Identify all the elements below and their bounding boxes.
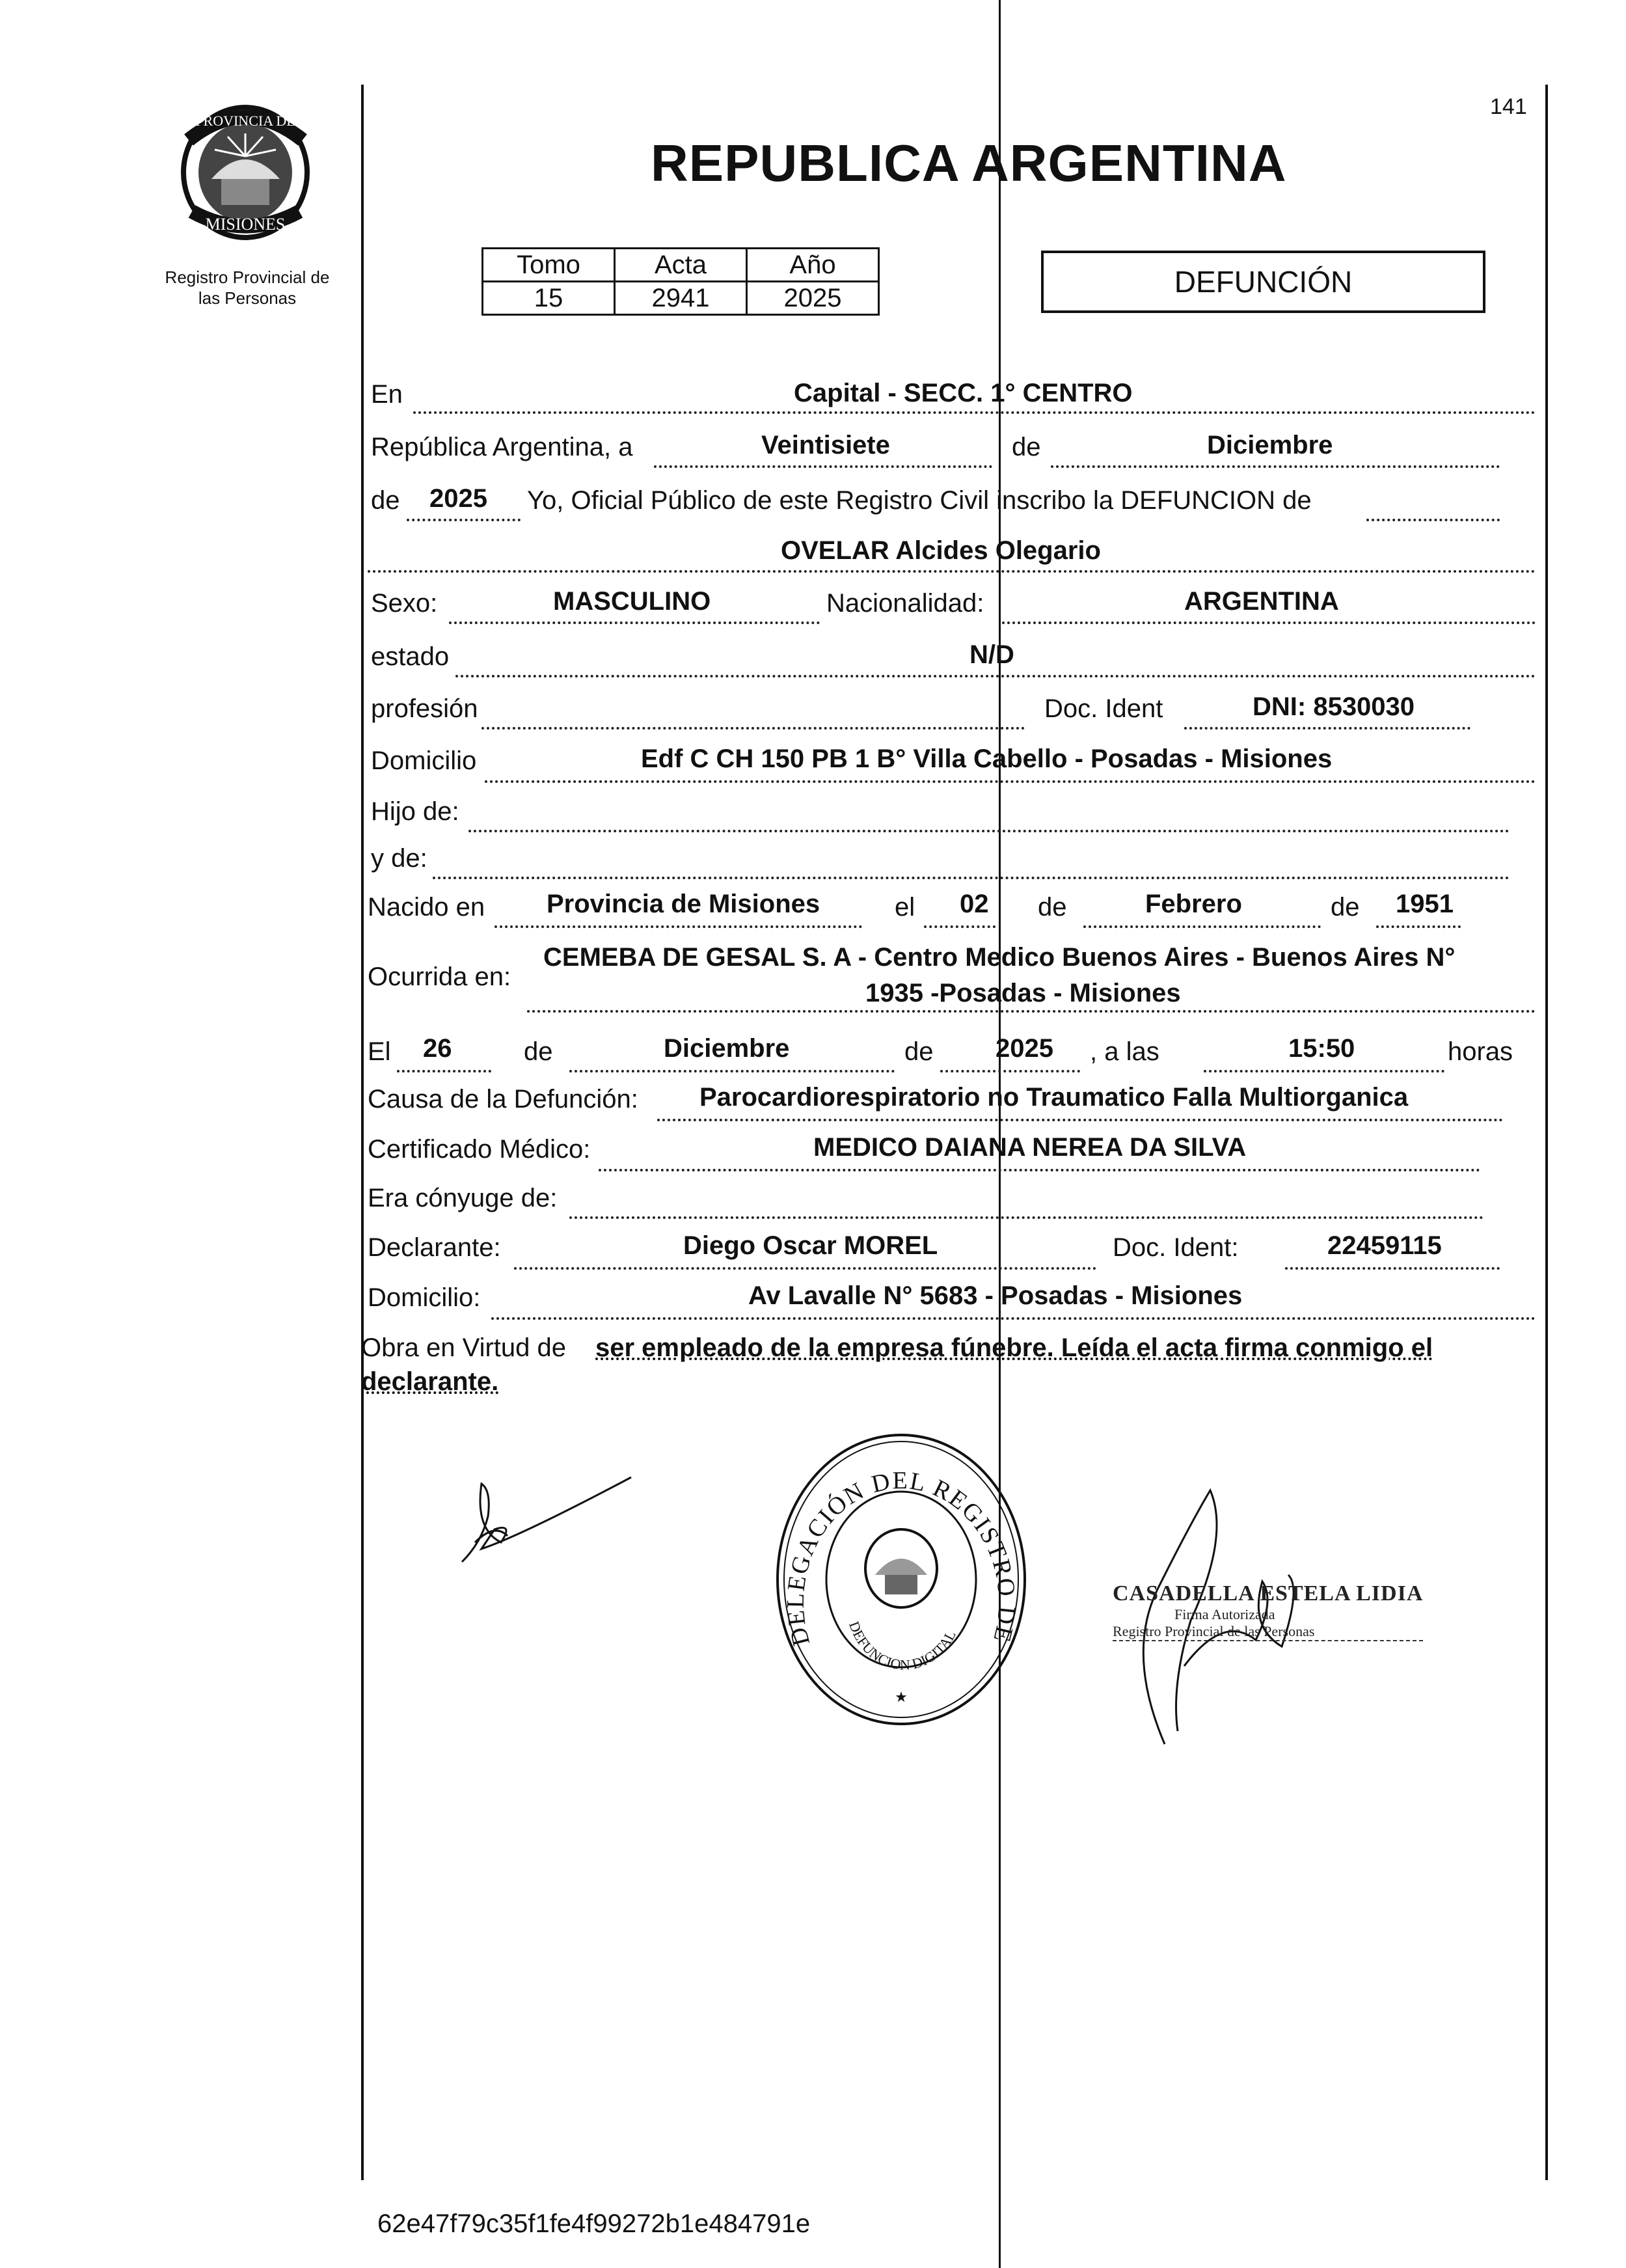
official-role: Firma Autorizada <box>1174 1606 1275 1622</box>
official-office: Registro Provincial de las Personas <box>1113 1623 1423 1641</box>
declarant-signature <box>442 1464 638 1568</box>
sexo-line <box>449 622 820 624</box>
de2-label: de <box>371 486 400 515</box>
en-value: Capital - SECC. 1° CENTRO <box>794 379 1133 407</box>
month-value: Diciembre <box>1207 431 1333 459</box>
doc2-label: Doc. Ident: <box>1113 1233 1239 1262</box>
de6-label: de <box>904 1037 934 1066</box>
header-acta: Acta <box>615 249 747 282</box>
registry-caption <box>140 267 355 308</box>
header-tomo: Tomo <box>483 249 615 282</box>
obra-label: Obra en Virtud de <box>361 1333 567 1362</box>
el2-label: El <box>368 1037 391 1066</box>
day-value: Veintisiete <box>761 431 890 459</box>
estado-line <box>455 675 1536 677</box>
svg-text:PROVINCIA DE: PROVINCIA DE <box>195 113 295 129</box>
value-tomo: 15 <box>483 282 615 315</box>
declarante-value: Diego Oscar MOREL <box>683 1231 938 1260</box>
year-line <box>407 519 521 521</box>
domicilio2-line <box>491 1317 1536 1320</box>
yde-line <box>433 877 1510 879</box>
estado-label: estado <box>371 642 450 671</box>
doc2-line <box>1285 1267 1500 1270</box>
sexo-value: MASCULINO <box>553 587 711 616</box>
obra-value-1: ser empleado de la empresa fúnebre. Leída el acta firma conmigo el <box>595 1333 1433 1362</box>
profesion-label: profesión <box>371 694 478 723</box>
page-title: REPUBLICA ARGENTINA <box>651 134 1287 192</box>
hijo-line <box>468 830 1510 832</box>
doc2-value: 22459115 <box>1327 1231 1442 1260</box>
cert-line <box>599 1169 1480 1171</box>
ocurrida-value-2: 1935 -Posadas - Misiones <box>865 979 1181 1007</box>
doc-line <box>1184 727 1470 730</box>
domicilio2-value: Av Lavalle N° 5683 - Posadas - Misiones <box>748 1281 1243 1310</box>
registry-line-2: las Personas <box>198 288 297 308</box>
document-type-label: DEFUNCIÓN <box>1174 265 1353 299</box>
province-logo <box>176 101 316 241</box>
day-line <box>654 465 992 468</box>
domicilio-value: Edf C CH 150 PB 1 B° Villa Cabello - Posadas - Misiones <box>641 745 1333 773</box>
death-day-line <box>397 1070 491 1073</box>
estado-value: N/D <box>969 640 1014 669</box>
domicilio-line <box>485 780 1536 783</box>
death-day: 26 <box>423 1034 452 1063</box>
causa-label: Causa de la Defunción: <box>368 1085 638 1114</box>
en-line <box>413 411 1536 414</box>
domicilio-label: Domicilio <box>371 746 477 775</box>
nacido-line <box>495 925 862 928</box>
oficial-line <box>1366 519 1500 521</box>
nacido-label: Nacido en <box>368 893 485 922</box>
de4-label: de <box>1331 893 1360 922</box>
death-month-line <box>569 1070 895 1073</box>
nacionalidad-label: Nacionalidad: <box>826 589 984 618</box>
birth-year-line <box>1376 925 1461 928</box>
hijo-label: Hijo de: <box>371 797 459 826</box>
alas-label: , a las <box>1090 1037 1159 1066</box>
causa-line <box>657 1119 1503 1121</box>
official-stamp <box>1113 1581 1423 1641</box>
conyuge-line <box>569 1216 1484 1219</box>
header-anio: Año <box>747 249 879 282</box>
causa-value: Parocardiorespiratorio no Traumatico Falla Multiorganica <box>699 1083 1409 1112</box>
svg-text:★: ★ <box>895 1689 908 1705</box>
value-anio: 2025 <box>747 282 879 315</box>
cert-label: Certificado Médico: <box>368 1135 591 1164</box>
record-table <box>481 247 880 316</box>
birth-day-line <box>924 925 996 928</box>
death-time-line <box>1204 1070 1444 1073</box>
month-line <box>1051 465 1500 468</box>
oficial-text: Yo, Oficial Público de este Registro Civil inscribo la DEFUNCION de <box>527 486 1312 515</box>
value-acta: 2941 <box>615 282 747 315</box>
page-number: 141 <box>1490 94 1527 119</box>
nacionalidad-value: ARGENTINA <box>1184 587 1339 616</box>
left-margin-rule <box>361 85 364 2180</box>
horas-label: horas <box>1448 1037 1513 1066</box>
name-line <box>368 570 1536 573</box>
profesion-line <box>481 727 1025 730</box>
deceased-name: OVELAR Alcides Olegario <box>781 536 1101 565</box>
svg-text:DELEGACIÓN DEL REGISTRO DE LAS <box>771 1428 1020 1648</box>
conyuge-label: Era cónyuge de: <box>368 1184 558 1212</box>
ocurrida-line <box>527 1010 1536 1013</box>
svg-text:MISIONES: MISIONES <box>205 215 286 234</box>
yde-label: y de: <box>371 844 427 873</box>
nacionalidad-line <box>1002 622 1536 624</box>
birth-month-line <box>1083 925 1321 928</box>
en-label: En <box>371 380 403 409</box>
doc-label: Doc. Ident <box>1044 694 1163 723</box>
death-year-line <box>940 1070 1080 1073</box>
cert-value: MEDICO DAIANA NEREA DA SILVA <box>813 1133 1247 1162</box>
declarante-line <box>514 1267 1096 1270</box>
obra-value-2: declarante. <box>361 1367 499 1396</box>
ocurrida-value-1: CEMEBA DE GESAL S. A - Centro Medico Buenos Aires - Buenos Aires N° <box>543 943 1456 972</box>
sexo-label: Sexo: <box>371 589 438 618</box>
death-time: 15:50 <box>1288 1034 1355 1063</box>
registry-line-1: Registro Provincial de <box>165 267 330 287</box>
birth-year: 1951 <box>1396 890 1454 918</box>
el-label: el <box>895 893 915 922</box>
nacido-value: Provincia de Misiones <box>547 890 820 918</box>
year-value: 2025 <box>429 484 487 513</box>
ocurrida-label: Ocurrida en: <box>368 963 511 991</box>
birth-day: 02 <box>960 890 989 918</box>
death-year: 2025 <box>996 1034 1053 1063</box>
document-hash: 62e47f79c35f1fe4f99272b1e484791e <box>377 2209 811 2238</box>
svg-text:DEFUNCION DIGITAL <box>846 1619 959 1673</box>
republica-label: República Argentina, a <box>371 433 633 461</box>
birth-month: Febrero <box>1145 890 1242 918</box>
seal-inner-text: DEFUNCION DIGITAL <box>846 1619 959 1673</box>
de3-label: de <box>1038 893 1067 922</box>
document-type-box <box>1041 251 1485 313</box>
doc-value: DNI: 8530030 <box>1253 692 1415 721</box>
right-margin-rule <box>1545 85 1548 2180</box>
official-name: CASADELLA ESTELA LIDIA <box>1113 1581 1424 1605</box>
domicilio2-label: Domicilio: <box>368 1283 481 1312</box>
registry-seal <box>771 1428 1031 1731</box>
de-label: de <box>1012 433 1041 461</box>
declarante-label: Declarante: <box>368 1233 501 1262</box>
de5-label: de <box>524 1037 553 1066</box>
seal-ring-text: DELEGACIÓN DEL REGISTRO DE <box>781 1467 1021 1649</box>
death-month: Diciembre <box>664 1034 790 1063</box>
